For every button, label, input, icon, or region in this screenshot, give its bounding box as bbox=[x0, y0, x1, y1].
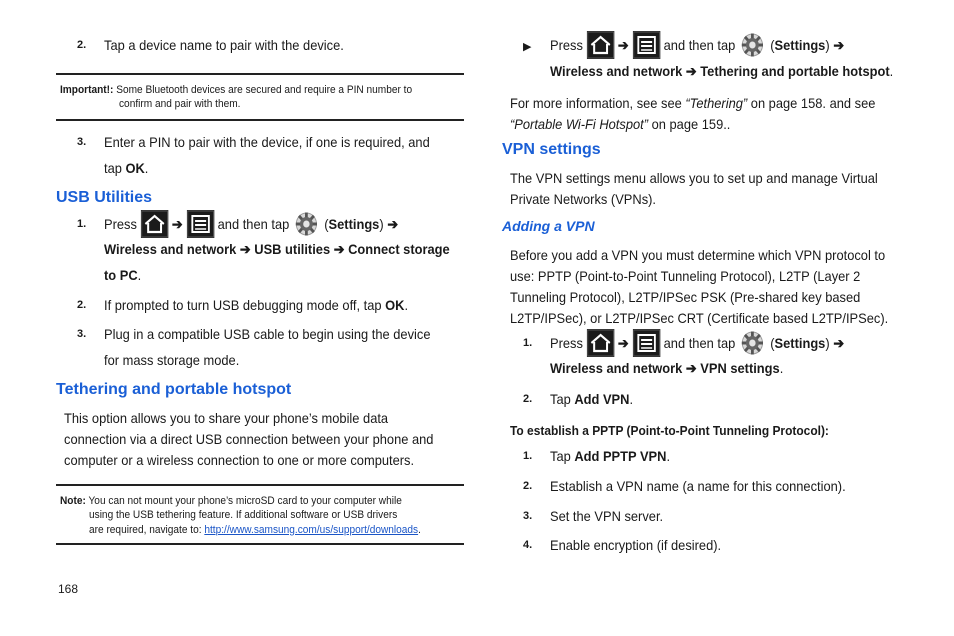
step-text: Tap a device name to pair with the device. bbox=[104, 37, 344, 53]
step-number: 4. bbox=[523, 539, 533, 551]
divider bbox=[56, 73, 464, 75]
arrow-icon: ➔ bbox=[171, 216, 183, 232]
divider bbox=[56, 543, 464, 545]
step-number: 1. bbox=[523, 450, 533, 462]
step-number: 1. bbox=[77, 218, 87, 230]
step-number: 2. bbox=[523, 480, 533, 492]
section-heading-tethering: Tethering and portable hotspot bbox=[56, 381, 292, 398]
important-note bbox=[60, 83, 412, 97]
arrow-icon: ➔ bbox=[387, 216, 399, 232]
note-line3: are required, navigate to: http://www.samsung.com/us/support/downloads. bbox=[89, 524, 421, 536]
paragraph-line: Before you add a VPN you must determine which VPN protocol to bbox=[510, 247, 886, 263]
step-text: Tap Add PPTP VPN. bbox=[550, 448, 671, 464]
bullet-icon: ▶ bbox=[523, 41, 532, 53]
arrow-icon: ➔ bbox=[617, 335, 629, 351]
bullet-step-line1: Press ➔ and then tap (Settings) ➔ bbox=[550, 31, 844, 59]
note-line2: using the USB tethering feature. If additional software or USB drivers bbox=[89, 509, 398, 521]
step-number: 1. bbox=[523, 337, 533, 349]
paragraph-line: L2TP/IPSec), or L2TP/IPSec CRT (Certificate based L2TP/IPSec). bbox=[510, 310, 889, 326]
step-number: 2. bbox=[77, 299, 87, 311]
menu-icon bbox=[632, 329, 660, 357]
divider bbox=[56, 484, 464, 486]
more-info-line1: For more information, see see “Tethering” on page 158. and see bbox=[510, 95, 876, 111]
arrow-icon: ➔ bbox=[333, 241, 345, 257]
paragraph-line: This option allows you to share your phone’s mobile data bbox=[64, 410, 389, 426]
settings-gear-icon bbox=[739, 329, 767, 357]
paragraph-line: computer or a wireless connection to one or more computers. bbox=[64, 452, 415, 468]
subsection-heading-adding-vpn: Adding a VPN bbox=[502, 218, 595, 234]
note-label: Note: bbox=[60, 495, 86, 507]
paragraph-line: connection via a direct USB connection between your phone and bbox=[64, 431, 434, 447]
step-text: Establish a VPN name (a name for this connection). bbox=[550, 478, 846, 494]
vpn-step1-path: Wireless and network ➔ VPN settings. bbox=[550, 360, 784, 376]
bullet-step-path: Wireless and network ➔ Tethering and portable hotspot. bbox=[550, 63, 894, 79]
arrow-icon: ➔ bbox=[239, 241, 251, 257]
step-number: 3. bbox=[77, 136, 87, 148]
arrow-icon: ➔ bbox=[833, 37, 845, 53]
step-text: Set the VPN server. bbox=[550, 508, 664, 524]
home-icon bbox=[587, 329, 615, 357]
arrow-icon: ➔ bbox=[685, 63, 697, 79]
step-number: 2. bbox=[77, 39, 87, 51]
samsung-support-link[interactable]: http://www.samsung.com/us/support/downloads bbox=[204, 524, 419, 536]
step-text: If prompted to turn USB debugging mode off, tap OK. bbox=[104, 297, 409, 313]
arrow-icon: ➔ bbox=[685, 360, 697, 376]
home-icon bbox=[141, 210, 169, 238]
step-text: Enable encryption (if desired). bbox=[550, 537, 722, 553]
more-info-line2: “Portable Wi-Fi Hotspot” on page 159.. bbox=[510, 116, 731, 132]
note-line1: Note: You can not mount your phone’s microSD card to your computer while bbox=[60, 495, 402, 507]
paragraph-line: The VPN settings menu allows you to set up and manage Virtual bbox=[510, 170, 878, 186]
usb-step1-line1: Press ➔ and then tap (Settings) ➔ bbox=[104, 210, 398, 238]
section-heading-vpn-settings: VPN settings bbox=[502, 141, 601, 158]
step-number: 3. bbox=[77, 328, 87, 340]
step-text: Tap Add VPN. bbox=[550, 391, 634, 407]
menu-icon bbox=[186, 210, 214, 238]
pptp-heading: To establish a PPTP (Point-to-Point Tunneling Protocol): bbox=[510, 423, 829, 438]
important-line1: Some Bluetooth devices are secured and require a PIN number to bbox=[116, 84, 413, 96]
step-text-cont: tap OK. bbox=[104, 160, 149, 176]
page-number: 168 bbox=[58, 582, 79, 596]
step-text-cont: for mass storage mode. bbox=[104, 352, 240, 368]
important-label: Important!: bbox=[60, 84, 114, 96]
step-text: Enter a PIN to pair with the device, if one is required, and bbox=[104, 134, 430, 150]
home-icon bbox=[587, 31, 615, 59]
menu-icon bbox=[632, 31, 660, 59]
section-heading-usb-utilities: USB Utilities bbox=[56, 189, 153, 206]
settings-gear-icon bbox=[739, 31, 767, 59]
paragraph-line: Tunneling Protocol), L2TP/IPSec PSK (Pre-shared key based bbox=[510, 289, 861, 305]
step-text: Plug in a compatible USB cable to begin using the device bbox=[104, 326, 431, 342]
arrow-icon: ➔ bbox=[617, 37, 629, 53]
vpn-step1-line1: Press ➔ and then tap (Settings) ➔ bbox=[550, 329, 844, 357]
settings-gear-icon bbox=[293, 210, 321, 238]
paragraph-line: use: PPTP (Point-to-Point Tunneling Protocol), L2TP (Layer 2 bbox=[510, 268, 861, 284]
paragraph-line: Private Networks (VPNs). bbox=[510, 191, 657, 207]
step-number: 2. bbox=[523, 393, 533, 405]
arrow-icon: ➔ bbox=[833, 335, 845, 351]
step-number: 3. bbox=[523, 510, 533, 522]
divider bbox=[56, 119, 464, 121]
important-line2: confirm and pair with them. bbox=[119, 98, 241, 110]
usb-step1-path: Wireless and network ➔ USB utilities ➔ Connect storage bbox=[104, 241, 450, 257]
usb-step1-path-cont: to PC. bbox=[104, 267, 142, 283]
